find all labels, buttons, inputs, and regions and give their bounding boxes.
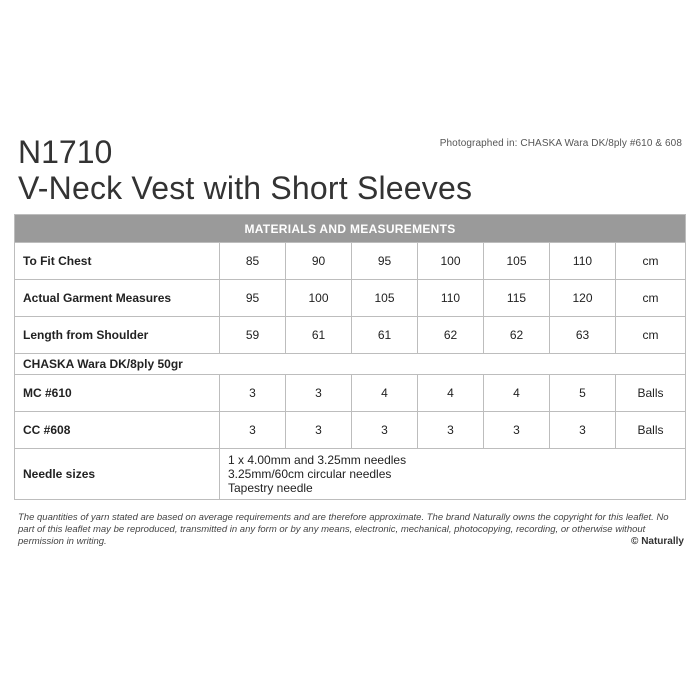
table-row-cc xyxy=(15,412,686,449)
photographed-in-note: Photographed in: CHASKA Wara DK/8ply #610 & 608 xyxy=(439,138,682,149)
materials-table xyxy=(14,214,686,500)
row-label: CC #608 xyxy=(15,412,220,449)
table-cell: 5 xyxy=(550,375,616,412)
table-cell: 95 xyxy=(220,280,286,317)
table-cell: 3 xyxy=(484,412,550,449)
unit-cell: Balls xyxy=(616,375,686,412)
row-label: MC #610 xyxy=(15,375,220,412)
table-cell: 3 xyxy=(286,412,352,449)
table-cell: 3 xyxy=(220,412,286,449)
row-label: To Fit Chest xyxy=(15,243,220,280)
table-row-yarn xyxy=(15,354,686,375)
table-row-length xyxy=(15,317,686,354)
copyright-mark: © Naturally xyxy=(631,536,684,547)
table-cell: 59 xyxy=(220,317,286,354)
table-cell: 95 xyxy=(352,243,418,280)
unit-cell: Balls xyxy=(616,412,686,449)
row-label: Actual Garment Measures xyxy=(15,280,220,317)
table-cell: 62 xyxy=(418,317,484,354)
table-cell: 4 xyxy=(352,375,418,412)
table-row-needles xyxy=(15,449,686,500)
table-row-garment xyxy=(15,280,686,317)
table-cell: 3 xyxy=(418,412,484,449)
needle-item: Tapestry needle xyxy=(228,481,313,495)
table-cell: 3 xyxy=(352,412,418,449)
table-cell: 61 xyxy=(352,317,418,354)
table-cell: 105 xyxy=(352,280,418,317)
table-cell: 3 xyxy=(550,412,616,449)
table-cell: 62 xyxy=(484,317,550,354)
row-label: Needle sizes xyxy=(15,449,220,500)
table-row-mc xyxy=(15,375,686,412)
section-header: MATERIALS AND MEASUREMENTS xyxy=(15,215,686,243)
table-cell: 3 xyxy=(220,375,286,412)
unit-cell: cm xyxy=(616,243,686,280)
unit-cell: cm xyxy=(616,317,686,354)
table-cell: 100 xyxy=(286,280,352,317)
table-cell: 85 xyxy=(220,243,286,280)
table-cell: 115 xyxy=(484,280,550,317)
pattern-code: N1710 xyxy=(18,134,113,170)
table-cell: 61 xyxy=(286,317,352,354)
row-label: Length from Shoulder xyxy=(15,317,220,354)
needle-list xyxy=(220,449,686,500)
table-cell: 63 xyxy=(550,317,616,354)
table-cell: 110 xyxy=(418,280,484,317)
table-cell: 3 xyxy=(286,375,352,412)
yarn-label: CHASKA Wara DK/8ply 50gr xyxy=(15,354,686,375)
needle-item: 3.25mm/60cm circular needles xyxy=(228,467,392,481)
table-cell: 110 xyxy=(550,243,616,280)
table-cell: 100 xyxy=(418,243,484,280)
table-cell: 90 xyxy=(286,243,352,280)
copyright-disclaimer: The quantities of yarn stated are based on average requirements and are therefore approximate. The brand Naturally owns the copyright for this leaflet. No part of this leaflet may be reproduced, transmitted in any form or by any means, electronic, mechanical, photocopying, recording, or otherwise without permission in writing. xyxy=(18,512,669,547)
table-cell: 4 xyxy=(418,375,484,412)
pattern-title: V-Neck Vest with Short Sleeves xyxy=(18,170,473,206)
table-cell: 4 xyxy=(484,375,550,412)
needle-item: 1 x 4.00mm and 3.25mm needles xyxy=(228,453,407,467)
table-cell: 105 xyxy=(484,243,550,280)
table-cell: 120 xyxy=(550,280,616,317)
table-row-chest xyxy=(15,243,686,280)
unit-cell: cm xyxy=(616,280,686,317)
